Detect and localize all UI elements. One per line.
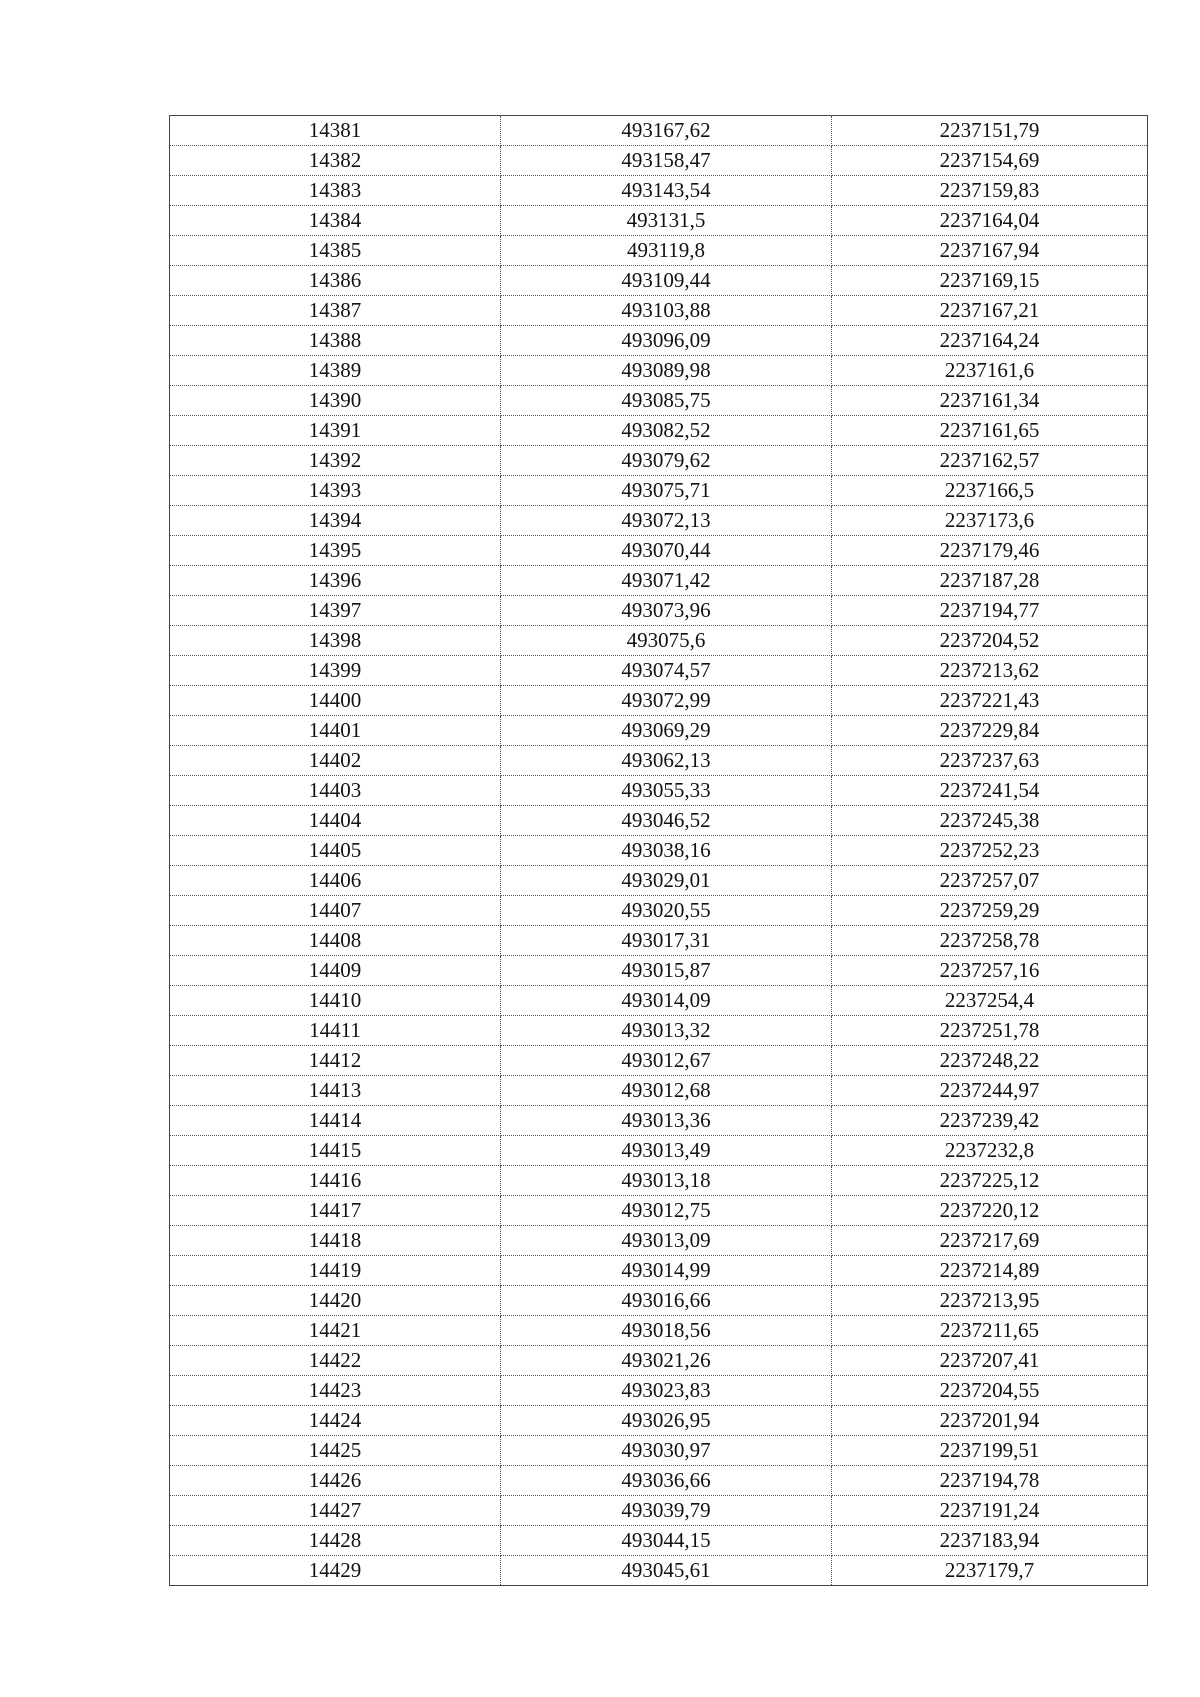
- y-coordinate-cell: 2237204,55: [832, 1376, 1148, 1406]
- x-coordinate-cell: 493020,55: [501, 896, 832, 926]
- point-number-cell: 14407: [170, 896, 501, 926]
- x-coordinate-cell: 493013,18: [501, 1166, 832, 1196]
- table-row: [170, 926, 1148, 956]
- y-coordinate-cell: 2237213,95: [832, 1286, 1148, 1316]
- table-row: [170, 1316, 1148, 1346]
- x-coordinate-cell: 493055,33: [501, 776, 832, 806]
- table-row: [170, 596, 1148, 626]
- x-coordinate-cell: 493119,8: [501, 236, 832, 266]
- point-number-cell: 14383: [170, 176, 501, 206]
- x-coordinate-cell: 493029,01: [501, 866, 832, 896]
- point-number-cell: 14388: [170, 326, 501, 356]
- table-row: [170, 716, 1148, 746]
- x-coordinate-cell: 493075,6: [501, 626, 832, 656]
- y-coordinate-cell: 2237164,04: [832, 206, 1148, 236]
- y-coordinate-cell: 2237225,12: [832, 1166, 1148, 1196]
- point-number-cell: 14405: [170, 836, 501, 866]
- table-row: [170, 956, 1148, 986]
- y-coordinate-cell: 2237232,8: [832, 1136, 1148, 1166]
- point-number-cell: 14408: [170, 926, 501, 956]
- y-coordinate-cell: 2237183,94: [832, 1526, 1148, 1556]
- x-coordinate-cell: 493015,87: [501, 956, 832, 986]
- table-row: [170, 326, 1148, 356]
- table-row: [170, 446, 1148, 476]
- y-coordinate-cell: 2237179,7: [832, 1556, 1148, 1586]
- table-row: [170, 1016, 1148, 1046]
- table-row: [170, 386, 1148, 416]
- x-coordinate-cell: 493085,75: [501, 386, 832, 416]
- point-number-cell: 14414: [170, 1106, 501, 1136]
- y-coordinate-cell: 2237229,84: [832, 716, 1148, 746]
- coordinates-table-body: [170, 116, 1148, 1586]
- point-number-cell: 14400: [170, 686, 501, 716]
- point-number-cell: 14391: [170, 416, 501, 446]
- x-coordinate-cell: 493074,57: [501, 656, 832, 686]
- y-coordinate-cell: 2237164,24: [832, 326, 1148, 356]
- point-number-cell: 14421: [170, 1316, 501, 1346]
- y-coordinate-cell: 2237213,62: [832, 656, 1148, 686]
- x-coordinate-cell: 493045,61: [501, 1556, 832, 1586]
- point-number-cell: 14387: [170, 296, 501, 326]
- point-number-cell: 14389: [170, 356, 501, 386]
- x-coordinate-cell: 493079,62: [501, 446, 832, 476]
- point-number-cell: 14397: [170, 596, 501, 626]
- x-coordinate-cell: 493143,54: [501, 176, 832, 206]
- y-coordinate-cell: 2237159,83: [832, 176, 1148, 206]
- table-row: [170, 506, 1148, 536]
- x-coordinate-cell: 493039,79: [501, 1496, 832, 1526]
- y-coordinate-cell: 2237151,79: [832, 116, 1148, 146]
- y-coordinate-cell: 2237257,16: [832, 956, 1148, 986]
- table-row: [170, 896, 1148, 926]
- x-coordinate-cell: 493012,67: [501, 1046, 832, 1076]
- x-coordinate-cell: 493023,83: [501, 1376, 832, 1406]
- x-coordinate-cell: 493014,09: [501, 986, 832, 1016]
- y-coordinate-cell: 2237258,78: [832, 926, 1148, 956]
- point-number-cell: 14401: [170, 716, 501, 746]
- y-coordinate-cell: 2237204,52: [832, 626, 1148, 656]
- point-number-cell: 14396: [170, 566, 501, 596]
- y-coordinate-cell: 2237173,6: [832, 506, 1148, 536]
- point-number-cell: 14406: [170, 866, 501, 896]
- y-coordinate-cell: 2237217,69: [832, 1226, 1148, 1256]
- table-row: [170, 1526, 1148, 1556]
- point-number-cell: 14398: [170, 626, 501, 656]
- x-coordinate-cell: 493016,66: [501, 1286, 832, 1316]
- y-coordinate-cell: 2237194,77: [832, 596, 1148, 626]
- y-coordinate-cell: 2237161,65: [832, 416, 1148, 446]
- y-coordinate-cell: 2237162,57: [832, 446, 1148, 476]
- x-coordinate-cell: 493062,13: [501, 746, 832, 776]
- table-row: [170, 1046, 1148, 1076]
- point-number-cell: 14411: [170, 1016, 501, 1046]
- table-row: [170, 416, 1148, 446]
- x-coordinate-cell: 493071,42: [501, 566, 832, 596]
- table-row: [170, 686, 1148, 716]
- table-row: [170, 206, 1148, 236]
- table-row: [170, 566, 1148, 596]
- coordinates-table: [169, 115, 1148, 1586]
- table-row: [170, 1556, 1148, 1586]
- table-row: [170, 116, 1148, 146]
- point-number-cell: 14426: [170, 1466, 501, 1496]
- x-coordinate-cell: 493012,68: [501, 1076, 832, 1106]
- table-row: [170, 1166, 1148, 1196]
- x-coordinate-cell: 493073,96: [501, 596, 832, 626]
- x-coordinate-cell: 493021,26: [501, 1346, 832, 1376]
- table-row: [170, 1136, 1148, 1166]
- x-coordinate-cell: 493082,52: [501, 416, 832, 446]
- table-row: [170, 806, 1148, 836]
- point-number-cell: 14402: [170, 746, 501, 776]
- point-number-cell: 14412: [170, 1046, 501, 1076]
- x-coordinate-cell: 493103,88: [501, 296, 832, 326]
- y-coordinate-cell: 2237251,78: [832, 1016, 1148, 1046]
- table-row: [170, 236, 1148, 266]
- y-coordinate-cell: 2237245,38: [832, 806, 1148, 836]
- y-coordinate-cell: 2237199,51: [832, 1436, 1148, 1466]
- table-row: [170, 356, 1148, 386]
- y-coordinate-cell: 2237167,21: [832, 296, 1148, 326]
- table-row: [170, 1076, 1148, 1106]
- y-coordinate-cell: 2237201,94: [832, 1406, 1148, 1436]
- point-number-cell: 14390: [170, 386, 501, 416]
- y-coordinate-cell: 2237207,41: [832, 1346, 1148, 1376]
- point-number-cell: 14427: [170, 1496, 501, 1526]
- y-coordinate-cell: 2237237,63: [832, 746, 1148, 776]
- x-coordinate-cell: 493017,31: [501, 926, 832, 956]
- x-coordinate-cell: 493109,44: [501, 266, 832, 296]
- y-coordinate-cell: 2237169,15: [832, 266, 1148, 296]
- x-coordinate-cell: 493075,71: [501, 476, 832, 506]
- table-row: [170, 536, 1148, 566]
- x-coordinate-cell: 493089,98: [501, 356, 832, 386]
- point-number-cell: 14392: [170, 446, 501, 476]
- x-coordinate-cell: 493012,75: [501, 1196, 832, 1226]
- y-coordinate-cell: 2237214,89: [832, 1256, 1148, 1286]
- x-coordinate-cell: 493030,97: [501, 1436, 832, 1466]
- point-number-cell: 14409: [170, 956, 501, 986]
- point-number-cell: 14410: [170, 986, 501, 1016]
- x-coordinate-cell: 493038,16: [501, 836, 832, 866]
- point-number-cell: 14419: [170, 1256, 501, 1286]
- y-coordinate-cell: 2237220,12: [832, 1196, 1148, 1226]
- table-row: [170, 176, 1148, 206]
- y-coordinate-cell: 2237259,29: [832, 896, 1148, 926]
- table-row: [170, 1496, 1148, 1526]
- point-number-cell: 14417: [170, 1196, 501, 1226]
- table-row: [170, 1106, 1148, 1136]
- table-row: [170, 1226, 1148, 1256]
- point-number-cell: 14393: [170, 476, 501, 506]
- point-number-cell: 14395: [170, 536, 501, 566]
- y-coordinate-cell: 2237154,69: [832, 146, 1148, 176]
- table-row: [170, 266, 1148, 296]
- table-row: [170, 1346, 1148, 1376]
- table-row: [170, 1436, 1148, 1466]
- table-row: [170, 746, 1148, 776]
- table-row: [170, 836, 1148, 866]
- y-coordinate-cell: 2237254,4: [832, 986, 1148, 1016]
- table-row: [170, 656, 1148, 686]
- point-number-cell: 14425: [170, 1436, 501, 1466]
- point-number-cell: 14384: [170, 206, 501, 236]
- table-row: [170, 776, 1148, 806]
- point-number-cell: 14422: [170, 1346, 501, 1376]
- x-coordinate-cell: 493046,52: [501, 806, 832, 836]
- y-coordinate-cell: 2237191,24: [832, 1496, 1148, 1526]
- table-row: [170, 146, 1148, 176]
- x-coordinate-cell: 493167,62: [501, 116, 832, 146]
- x-coordinate-cell: 493026,95: [501, 1406, 832, 1436]
- y-coordinate-cell: 2237161,34: [832, 386, 1148, 416]
- x-coordinate-cell: 493072,13: [501, 506, 832, 536]
- y-coordinate-cell: 2237187,28: [832, 566, 1148, 596]
- point-number-cell: 14386: [170, 266, 501, 296]
- y-coordinate-cell: 2237194,78: [832, 1466, 1148, 1496]
- point-number-cell: 14403: [170, 776, 501, 806]
- table-row: [170, 1376, 1148, 1406]
- point-number-cell: 14381: [170, 116, 501, 146]
- table-row: [170, 866, 1148, 896]
- y-coordinate-cell: 2237179,46: [832, 536, 1148, 566]
- y-coordinate-cell: 2237211,65: [832, 1316, 1148, 1346]
- point-number-cell: 14423: [170, 1376, 501, 1406]
- table-row: [170, 296, 1148, 326]
- x-coordinate-cell: 493096,09: [501, 326, 832, 356]
- point-number-cell: 14424: [170, 1406, 501, 1436]
- point-number-cell: 14382: [170, 146, 501, 176]
- table-row: [170, 986, 1148, 1016]
- point-number-cell: 14416: [170, 1166, 501, 1196]
- x-coordinate-cell: 493069,29: [501, 716, 832, 746]
- x-coordinate-cell: 493014,99: [501, 1256, 832, 1286]
- point-number-cell: 14413: [170, 1076, 501, 1106]
- point-number-cell: 14418: [170, 1226, 501, 1256]
- x-coordinate-cell: 493013,09: [501, 1226, 832, 1256]
- x-coordinate-cell: 493070,44: [501, 536, 832, 566]
- table-row: [170, 1466, 1148, 1496]
- table-row: [170, 1256, 1148, 1286]
- point-number-cell: 14420: [170, 1286, 501, 1316]
- y-coordinate-cell: 2237239,42: [832, 1106, 1148, 1136]
- y-coordinate-cell: 2237166,5: [832, 476, 1148, 506]
- y-coordinate-cell: 2237244,97: [832, 1076, 1148, 1106]
- table-row: [170, 476, 1148, 506]
- point-number-cell: 14385: [170, 236, 501, 266]
- x-coordinate-cell: 493013,32: [501, 1016, 832, 1046]
- x-coordinate-cell: 493044,15: [501, 1526, 832, 1556]
- x-coordinate-cell: 493018,56: [501, 1316, 832, 1346]
- point-number-cell: 14428: [170, 1526, 501, 1556]
- y-coordinate-cell: 2237161,6: [832, 356, 1148, 386]
- table-row: [170, 1196, 1148, 1226]
- y-coordinate-cell: 2237241,54: [832, 776, 1148, 806]
- x-coordinate-cell: 493072,99: [501, 686, 832, 716]
- y-coordinate-cell: 2237257,07: [832, 866, 1148, 896]
- table-row: [170, 1286, 1148, 1316]
- point-number-cell: 14429: [170, 1556, 501, 1586]
- x-coordinate-cell: 493036,66: [501, 1466, 832, 1496]
- point-number-cell: 14394: [170, 506, 501, 536]
- point-number-cell: 14415: [170, 1136, 501, 1166]
- point-number-cell: 14399: [170, 656, 501, 686]
- y-coordinate-cell: 2237167,94: [832, 236, 1148, 266]
- x-coordinate-cell: 493131,5: [501, 206, 832, 236]
- x-coordinate-cell: 493158,47: [501, 146, 832, 176]
- x-coordinate-cell: 493013,49: [501, 1136, 832, 1166]
- y-coordinate-cell: 2237221,43: [832, 686, 1148, 716]
- table-row: [170, 626, 1148, 656]
- table-row: [170, 1406, 1148, 1436]
- y-coordinate-cell: 2237248,22: [832, 1046, 1148, 1076]
- point-number-cell: 14404: [170, 806, 501, 836]
- x-coordinate-cell: 493013,36: [501, 1106, 832, 1136]
- y-coordinate-cell: 2237252,23: [832, 836, 1148, 866]
